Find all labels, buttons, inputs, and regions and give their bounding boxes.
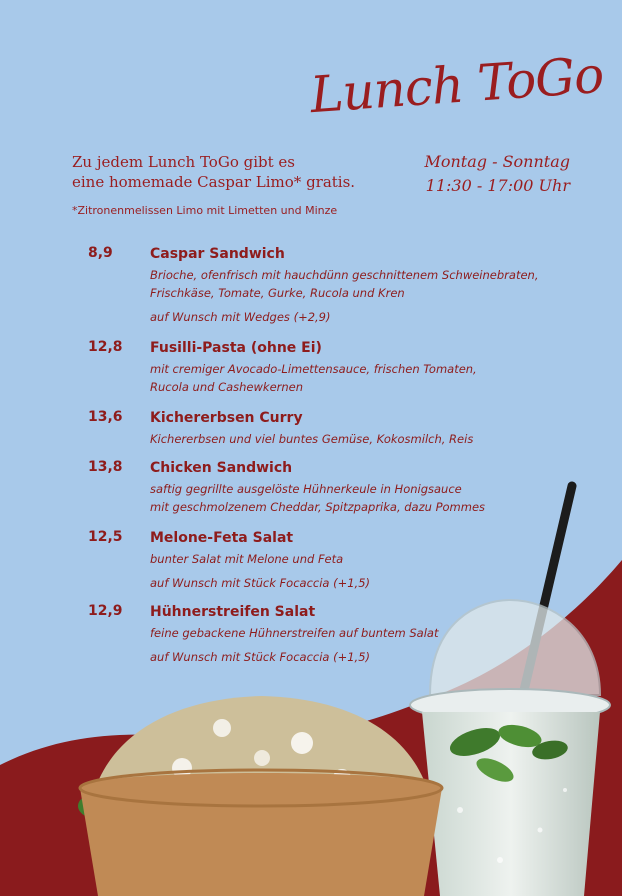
intro-text xyxy=(72,152,355,192)
intro-line-2: eine homemade Caspar Limo* gratis. xyxy=(72,173,356,191)
intro-line-1: Zu jedem Lunch ToGo gibt es xyxy=(72,153,295,171)
item-description-line: feine gebackene Hühnerstreifen auf buntem Salat xyxy=(150,626,439,640)
menu-item xyxy=(0,242,622,336)
menu-item xyxy=(0,336,622,406)
item-name: Hühnerstreifen Salat xyxy=(150,604,316,620)
item-description-line: Frischkäse, Tomate, Gurke, Rucola und Kren xyxy=(150,286,405,300)
opening-days: Montag - Sonntag xyxy=(424,152,570,171)
opening-hours xyxy=(424,150,570,198)
item-option: auf Wunsch mit Stück Focaccia (+1,5) xyxy=(150,576,371,590)
item-price: 12,8 xyxy=(88,339,123,355)
item-description-line: bunter Salat mit Melone und Feta xyxy=(150,552,344,566)
item-price: 12,9 xyxy=(88,603,123,619)
item-description-line: mit geschmolzenem Cheddar, Spitzpaprika, dazu Pommes xyxy=(150,500,486,514)
item-name: Melone-Feta Salat xyxy=(150,530,294,546)
intro-footnote: *Zitronenmelissen Limo mit Limetten und Minze xyxy=(72,204,338,217)
item-name: Kichererbsen Curry xyxy=(150,410,303,426)
item-description-line: Rucola und Cashewkernen xyxy=(150,380,304,394)
opening-time: 11:30 - 17:00 Uhr xyxy=(425,176,570,195)
item-name: Caspar Sandwich xyxy=(150,246,285,262)
item-description xyxy=(150,266,622,302)
item-option: auf Wunsch mit Wedges (+2,9) xyxy=(150,310,331,324)
page-title: Lunch ToGo xyxy=(308,45,605,125)
item-price: 13,6 xyxy=(88,409,123,425)
item-description-line: Brioche, ofenfrisch mit hauchdünn geschnittenem Schweinebraten, xyxy=(150,268,539,282)
item-description-line: Kichererbsen und viel buntes Gemüse, Kokosmilch, Reis xyxy=(150,432,474,446)
salad-bowl-photo xyxy=(72,688,450,896)
item-name: Chicken Sandwich xyxy=(150,460,293,476)
item-price: 8,9 xyxy=(88,245,113,261)
item-price: 12,5 xyxy=(88,529,123,545)
item-description xyxy=(150,430,622,448)
item-description xyxy=(150,360,622,396)
item-description-line: saftig gegrillte ausgelöste Hühnerkeule in Honigsauce xyxy=(150,482,462,496)
item-name: Fusilli-Pasta (ohne Ei) xyxy=(150,340,322,356)
item-description-line: mit cremiger Avocado-Limettensauce, frischen Tomaten, xyxy=(150,362,477,376)
item-price: 13,8 xyxy=(88,459,123,475)
item-option: auf Wunsch mit Stück Focaccia (+1,5) xyxy=(150,650,371,664)
menu-item xyxy=(0,406,622,456)
